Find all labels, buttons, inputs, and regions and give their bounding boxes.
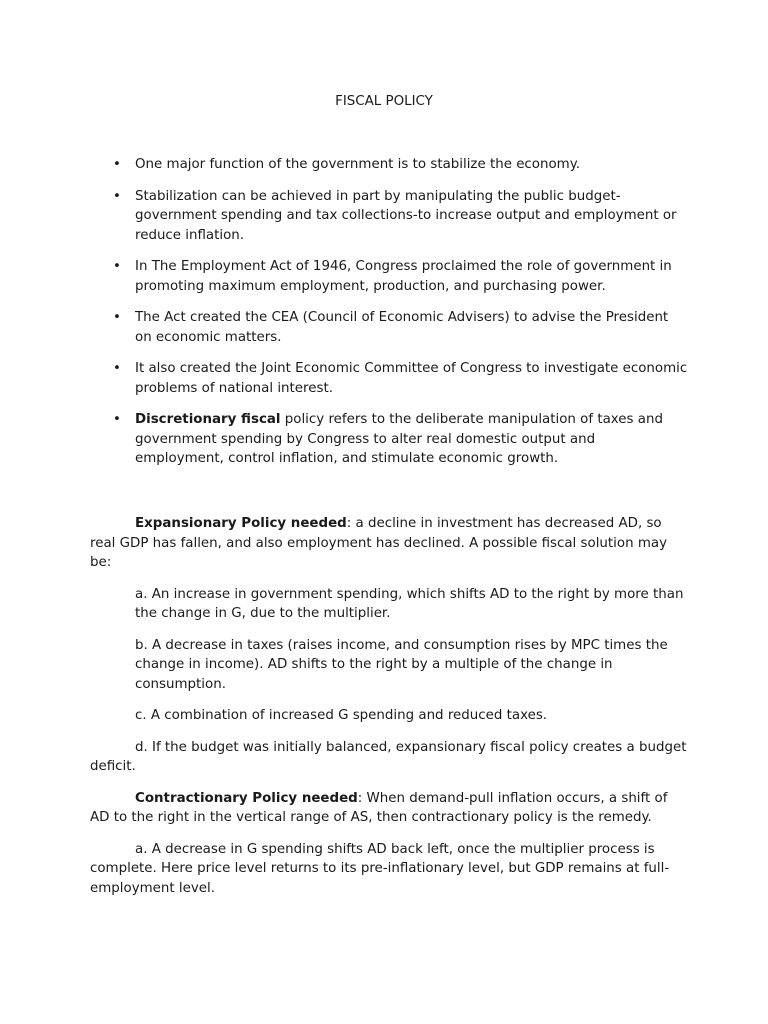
expansionary-closing: d. If the budget was initially balanced, expansionary fiscal policy creates a budget deficit.: [90, 739, 687, 774]
bullet-dot-icon: •: [113, 157, 121, 172]
bullet-dot-icon: •: [113, 412, 121, 427]
bullet-list: [0, 155, 768, 481]
bullet-dot-icon: •: [113, 310, 121, 325]
expansionary-item-b: b. A decrease in taxes (raises income, and consumption rises by MPC times the change in income). AD shifts to the right by a multiple of the change in consumption.: [135, 637, 668, 692]
bullet-text: It also created the Joint Economic Committee of Congress to investigate economic problems of national interest.: [135, 361, 688, 396]
bullet-text: In The Employment Act of 1946, Congress proclaimed the role of government in promoting maximum employment, production, and purchasing power.: [135, 259, 672, 294]
contractionary-closing: a. A decrease in G spending shifts AD back left, once the multiplier process is complete. Here price level returns to its pre-inflationary level, but GDP remains at full-employment level.: [90, 841, 670, 896]
bullet-item: [0, 155, 768, 175]
expansionary-heading: Expansionary Policy needed: [135, 516, 347, 531]
bullet-item: [0, 359, 768, 398]
bullet-dot-icon: •: [113, 259, 121, 274]
bullet-bold-text: Discretionary fiscal: [135, 412, 281, 427]
expansionary-item-c: c. A combination of increased G spending and reduced taxes.: [135, 708, 548, 723]
contractionary-item-a: [90, 840, 690, 899]
expansionary-item-d: [90, 738, 690, 777]
bullet-text: policy refers to the deliberate manipulation of taxes and government spending by Congress to alter real domestic output and employment, control inflation, and stimulate economic growth.: [135, 412, 663, 466]
bullet-text: One major function of the government is to stabilize the economy.: [135, 157, 580, 172]
document-title: FISCAL POLICY: [335, 94, 433, 109]
bullet-text: The Act created the CEA (Council of Economic Advisers) to advise the President on economic matters.: [135, 310, 669, 345]
expansionary-item-a: a. An increase in government spending, which shifts AD to the right by more than the change in G, due to the multiplier.: [135, 586, 684, 621]
contractionary-intro: : When demand-pull inflation occurs, a shift of AD to the right in the vertical range of AS, then contractionary policy is the remedy.: [90, 790, 668, 825]
expansionary-section: [90, 514, 690, 910]
bullet-item: [0, 187, 768, 246]
bullet-item: [0, 257, 768, 296]
contractionary-paragraph: [90, 789, 690, 828]
bullet-item: [0, 410, 768, 469]
bullet-dot-icon: •: [113, 188, 121, 204]
contractionary-heading: Contractionary Policy needed: [135, 790, 358, 806]
expansionary-paragraph: [90, 514, 690, 573]
bullet-dot-icon: •: [113, 361, 121, 376]
bullet-text: Stabilization can be achieved in part by manipulating the public budget-government spending and tax collections-to increase output and employment or reduce inflation.: [135, 188, 677, 243]
expansionary-intro: : a decline in investment has decreased AD, so real GDP has fallen, and also employment has declined. A possible fiscal solution may be:: [90, 516, 667, 570]
bullet-item: [0, 308, 768, 347]
